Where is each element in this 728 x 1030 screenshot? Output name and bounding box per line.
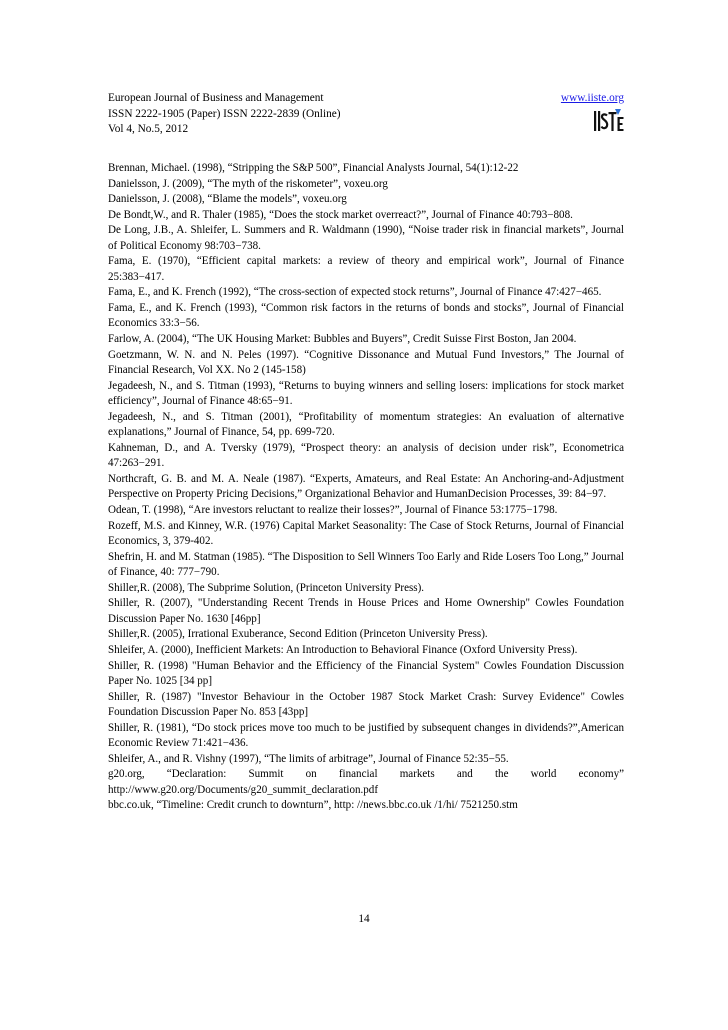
reference-item: Danielsson, J. (2009), “The myth of the riskometer”, voxeu.org	[108, 177, 388, 190]
reference-item: g20.org, “Declaration: Summit on financial markets and the world economy”	[108, 768, 624, 781]
reference-item: Brennan, Michael. (1998), “Stripping the S&P 500”, Financial Analysts Journal, 54(1):12-22	[108, 162, 519, 174]
reference-url: http://www.g20.org/Documents/g20_summit_declaration.pdf	[108, 783, 379, 796]
issn-line: ISSN 2222-1905 (Paper) ISSN 2222-2839 (Online)	[108, 107, 341, 120]
reference-item: Goetzmann, W. N. and N. Peles (1997). “Cognitive Dissonance and Mutual Fund Investors,” The Journal of Financial Research, Vol XX. No 2 (145-158)	[108, 348, 624, 377]
reference-item: Fama, E. (1970), “Efficient capital markets: a review of theory and empirical work”, Journal of Finance 25:383−417.	[108, 255, 624, 283]
reference-list	[108, 161, 624, 814]
page-number: 14	[358, 913, 370, 925]
reference-item: Shiller, R. (1998) "Human Behavior and the Efficiency of the Financial System" Cowles Foundation Discussion Paper No. 1025 [34 pp]	[108, 659, 624, 688]
reference-item: Shiller, R. (2007), "Understanding Recent Trends in House Prices and Home Ownership" Cowles Foundation Discussion Paper No. 1630 [46pp]	[108, 597, 624, 625]
reference-item: Fama, E., and K. French (1992), “The cross-section of expected stock returns”, Journal of Finance 47:427−465.	[108, 286, 602, 299]
reference-item: Shleifer, A. (2000), Inefficient Markets: An Introduction to Behavioral Finance (Oxford University Press).	[108, 643, 578, 656]
reference-item: Jegadeesh, N., and S. Titman (1993), “Returns to buying winners and selling losers: implications for stock market efficiency”, Journal of Finance 48:65−91.	[108, 379, 624, 408]
reference-item: Odean, T. (1998), “Are investors reluctant to realize their losses?”, Journal of Finance 53:1775−1798.	[108, 504, 558, 517]
reference-item: De Long, J.B., A. Shleifer, L. Summers and R. Waldmann (1990), “Noise trader risk in financial markets”, Journal of Political Economy 98:703−738.	[108, 224, 624, 252]
reference-item: Danielsson, J. (2008), “Blame the models”, voxeu.org	[108, 193, 347, 206]
reference-item: Shiller, R. (1981), “Do stock prices move too much to be justified by subsequent changes in dividends?”,American Economic Review 71:421−436.	[108, 721, 624, 750]
reference-item: Farlow, A. (2004), “The UK Housing Market: Bubbles and Buyers”, Credit Suisse First Boston, Jan 2004.	[108, 333, 577, 346]
reference-item: Fama, E., and K. French (1993), “Common risk factors in the returns of bonds and stocks”, Journal of Financial Economics 33:3−56.	[108, 301, 624, 330]
reference-item: Shleifer, A., and R. Vishny (1997), “The limits of arbitrage”, Journal of Finance 52:35−55.	[108, 752, 509, 765]
reference-item: Northcraft, G. B. and M. A. Neale (1987). “Experts, Amateurs, and Real Estate: An Anchoring-and-Adjustment Perspective on Property Pricing Decisions,” Organizational Behavior and HumanDecision Processes, 39: 84−97.	[108, 472, 624, 501]
reference-item: De Bondt,W., and R. Thaler (1985), “Does the stock market overreact?”, Journal of Finance 40:793−808.	[108, 208, 573, 221]
reference-item: Shiller,R. (2005), Irrational Exuberance, Second Edition (Princeton University Press).	[108, 628, 488, 641]
reference-item: Shiller,R. (2008), The Subprime Solution, (Princeton University Press).	[108, 581, 425, 594]
iiste-logo	[593, 108, 624, 133]
reference-item: Kahneman, D., and A. Tversky (1979), “Prospect theory: an analysis of decision under risk”, Econometrica 47:263−291.	[108, 441, 624, 470]
reference-item: Jegadeesh, N., and S. Titman (2001), “Profitability of momentum strategies: An evaluation of alternative explanations,” Journal of Finance, 54, pp. 699-720.	[108, 410, 624, 439]
journal-url-link[interactable]: www.iiste.org	[560, 92, 624, 104]
reference-item: Shefrin, H. and M. Statman (1985). “The Disposition to Sell Winners Too Early and Ride Losers Too Long,” Journal of Finance, 40: 777−790.	[108, 550, 624, 579]
volume-line: Vol 4, No.5, 2012	[108, 123, 189, 136]
reference-item: Shiller, R. (1987) "Investor Behaviour in the October 1987 Stock Market Crash: Survey Evidence" Cowles Foundation Discussion Paper No. 853 [43pp]	[108, 690, 624, 719]
reference-item: bbc.co.uk, “Timeline: Credit crunch to downturn”, http: //news.bbc.co.uk /1/hi/ 7521250.stm	[108, 799, 518, 812]
journal-title: European Journal of Business and Management	[108, 92, 324, 104]
page-header	[108, 91, 624, 138]
reference-item: Rozeff, M.S. and Kinney, W.R. (1976) Capital Market Seasonality: The Case of Stock Returns, Journal of Financial Economics, 3, 379-402.	[108, 519, 624, 548]
